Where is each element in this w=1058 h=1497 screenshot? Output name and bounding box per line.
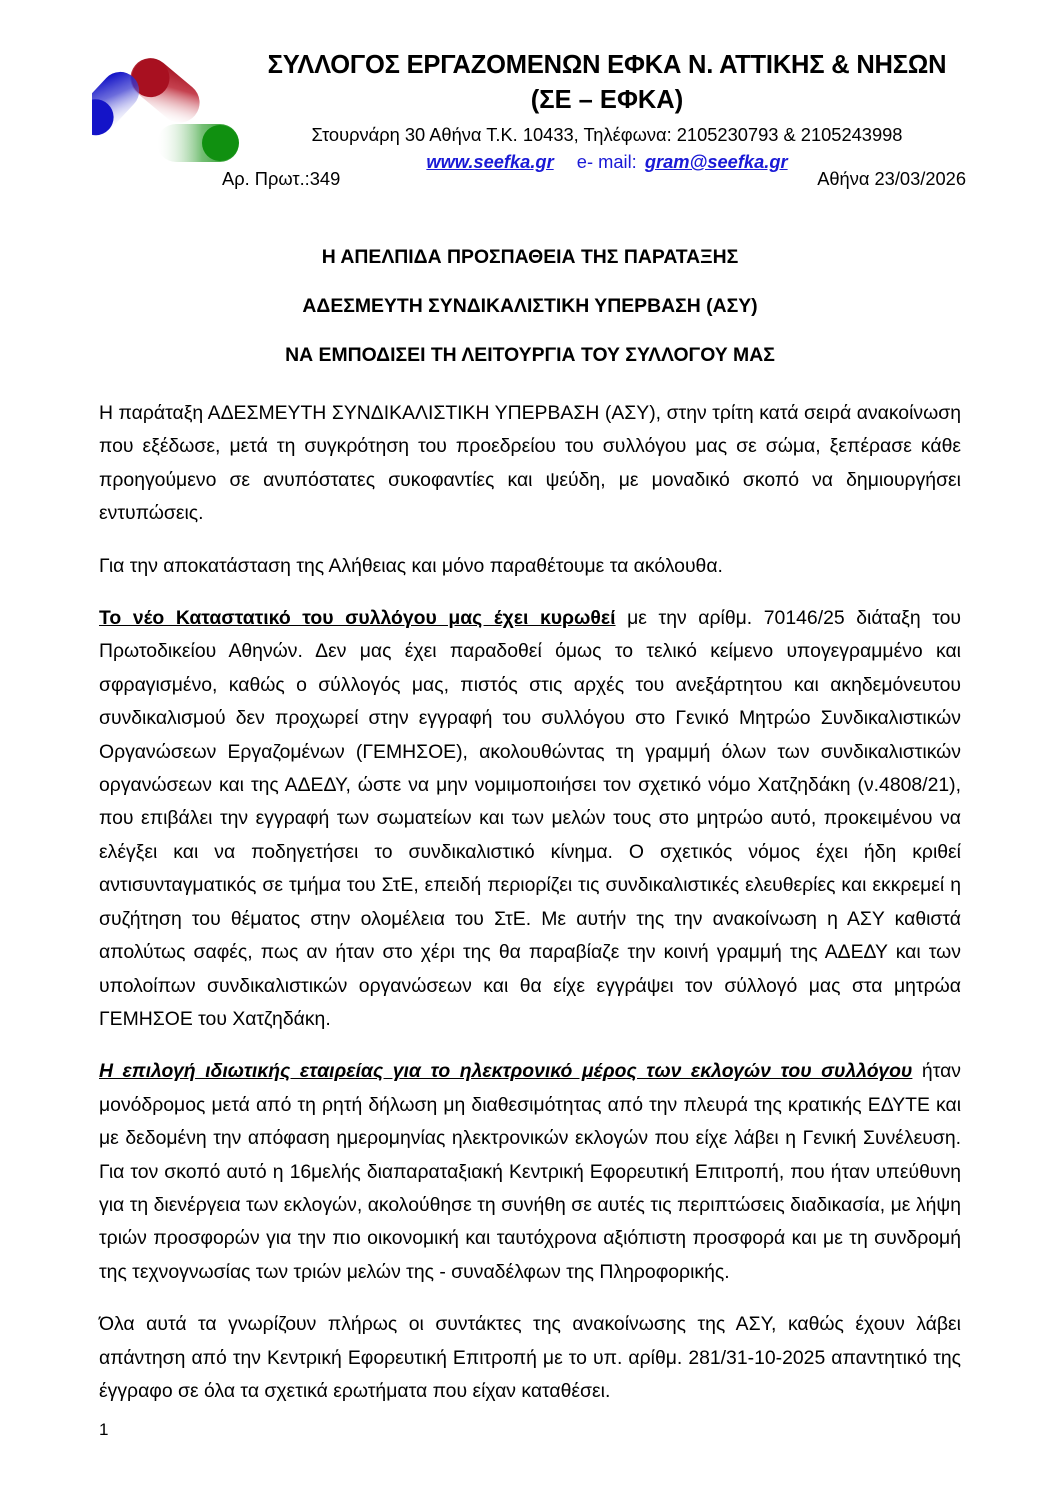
org-name-line2: (ΣΕ – ΕΦΚΑ) [530, 86, 684, 114]
letterhead [0, 0, 1058, 172]
paragraph-4-heading: Η επιλογή ιδιωτικής εταιρείας για το ηλεκτρονικό μέρος των εκλογών του συλλόγου [99, 1060, 913, 1083]
paragraph-2: Για την αποκατάσταση της Αλήθειας και μόνο παραθέτουμε τα ακόλουθα. [99, 554, 723, 577]
document-title-line1: Η ΑΠΕΛΠΙΔΑ ΠΡΟΣΠΑΘΕΙΑ ΤΗΣ ΠΑΡΑΤΑΞΗΣ [321, 246, 739, 268]
document-body [99, 232, 961, 1408]
reference-row [0, 168, 1058, 200]
address-line: Στουρνάρη 30 Αθήνα Τ.Κ. 10433, Τηλέφωνα: 2105230793 & 2105243998 [311, 124, 903, 145]
place-and-date: Αθήνα 23/03/2026 [817, 168, 966, 189]
document-title-line3: ΝΑ ΕΜΠΟΔΙΣΕΙ ΤΗ ΛΕΙΤΟΥΡΓΙΑ ΤΟΥ ΣΥΛΛΟΓΟΥ ΜΑΣ [285, 344, 775, 366]
email-label: e- mail: [576, 151, 637, 172]
org-name-line1: ΣΥΛΛΟΓΟΣ ΕΡΓΑΖΟΜΕΝΩΝ ΕΦΚΑ Ν. ΑΤΤΙΚΗΣ & ΝΗΣΩΝ [267, 51, 947, 79]
website-link[interactable]: www.seefka.gr [426, 151, 554, 172]
paragraph-3-heading: Το νέο Καταστατικό του συλλόγου μας έχει κυρωθεί [99, 607, 616, 630]
email-link[interactable]: gram@seefka.gr [644, 151, 788, 172]
paragraph-1: Η παράταξη ΑΔΕΣΜΕΥΤΗ ΣΥΝΔΙΚΑΛΙΣΤΙΚΗ ΥΠΕΡΒΑΣΗ (ΑΣΥ), στην τρίτη κατά σειρά ανακοίνωση που εξέδωσε, μετά τη συγκρότηση του προεδρείου του συλλόγου μας σε σώμα, ξεπέρασε κάθε προηγούμενο σε ανυπόστατες συκοφαντίες και ψεύδη, με μοναδικό σκοπό να δημιουργήσει εντυπώσεις. [99, 402, 961, 525]
page-number: 1 [99, 1420, 109, 1439]
protocol-number: Αρ. Πρωτ.:349 [222, 168, 341, 189]
paragraph-4 [99, 1055, 961, 1289]
paragraph-5: Όλα αυτά τα γνωρίζουν πλήρως οι συντάκτες της ανακοίνωσης της ΑΣΥ, καθώς έχουν λάβει απάντηση από την Κεντρική Εφορευτική Επιτροπή με το υπ. αρίθμ. 281/31-10-2025 απαντητικό της έγγραφο σε όλα τα σχετικά ερωτήματα που είχαν καταθέσει. [99, 1313, 961, 1402]
paragraph-4-text: ήταν μονόδρομος μετά από τη ρητή δήλωση μη διαθεσιμότητας από την πλευρά της κρατικής ΕΔΥΤΕ και με δεδομένη την απόφαση ημερομηνίας ηλεκτρονικών εκλογών που είχε λάβει η Γενική Συνέλευση. Για τον σκοπό αυτό η 16μελής διαπαραταξιακή Κεντρική Εφορευτική Επιτροπή, που ήταν υπεύθυνη για τη διενέργεια των εκλογών, ακολούθησε τη συνήθη σε αυτές τις περιπτώσεις διαδικασία, με λήψη τριών προσφορών για την πιο οικονομική και ταυτόχρονα αξιόπιστη προσφορά και με τη συνδρομή της τεχνογνωσίας των τριών μελών της - συναδέλφων της Πληροφορικής. [99, 1060, 961, 1283]
paragraph-3-text: με την αρίθμ. 70146/25 διάταξη του Πρωτοδικείου Αθηνών. Δεν μας έχει παραδοθεί όμως το τελικό κείμενο υπογεγραμμένο και σφραγισμένο, καθώς ο σύλλογός μας, πιστός στις αρχές του ανεξάρτητου και ακηδεμόνευτου συνδικαλισμού δεν προχωρεί στην εγγραφή του συλλόγου στο Γενικό Μητρώο Συνδικαλιστικών Οργανώσεων Εργαζομένων (ΓΕΜΗΣΟΕ), ακολουθώντας τη γραμμή όλων των συνδικαλιστικών οργανώσεων και της ΑΔΕΔΥ, ώστε να μην νομιμοποιήσει τον σχετικό νόμο Χατζηδάκη (ν.4808/21), που επιβάλει την εγγραφή των σωματείων και των μελών τους στο μητρώο αυτό, προκειμένου να ελέγξει και να ποδηγετήσει το συνδικαλιστικό κίνημα. Ο σχετικός νόμος έχει ήδη κριθεί αντισυνταγματικός σε τμήμα του ΣτΕ, επειδή περιορίζει τις συνδικαλιστικές ελευθερίες και εκκρεμεί η συζήτηση του θέματος στην ολομέλεια του ΣτΕ. Με αυτήν της την ανακοίνωση η ΑΣΥ καθιστά απολύτως σαφές, πως αν ήταν στο χέρι της θα παραβίαζε την κοινή γραμμή της ΑΔΕΔΥ και των υπολοίπων συνδικαλιστικών οργανώσεων και θα είχε εγγράψει τον σύλλογό μας στα μητρώα ΓΕΜΗΣΟΕ του Χατζηδάκη. [99, 607, 961, 1030]
organization-heading [196, 48, 1018, 175]
document-title-line2: ΑΔΕΣΜΕΥΤΗ ΣΥΝΔΙΚΑΛΙΣΤΙΚΗ ΥΠΕΡΒΑΣΗ (ΑΣΥ) [302, 295, 758, 317]
paragraph-3 [99, 602, 961, 1036]
